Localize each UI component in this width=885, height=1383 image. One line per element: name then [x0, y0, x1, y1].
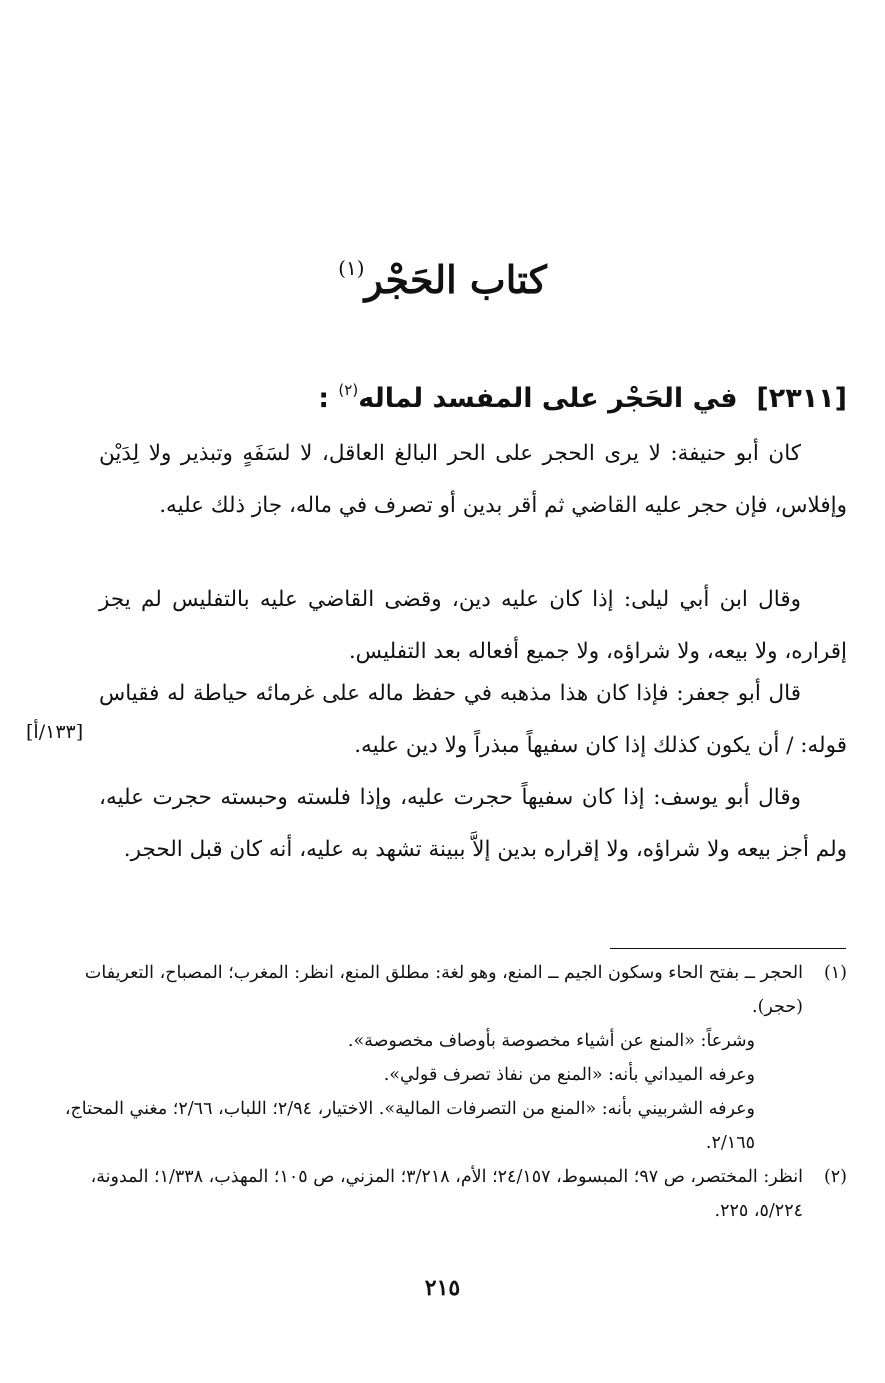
paragraph-4 — [99, 772, 847, 876]
paragraph-2 — [99, 574, 847, 678]
footnote-text: الحجر ــ بفتح الحاء وسكون الجيم ــ المنع، وهو لغة: مطلق المنع، انظر: المغرب؛ المصباح، التعريفات (حجر). — [84, 963, 803, 1017]
footnote-subline: وعرفه الميداني بأنه: «المنع من نفاذ تصرف قولي». — [383, 1065, 755, 1085]
section-heading — [47, 368, 847, 421]
paragraph-text: كان أبو حنيفة: لا يرى الحجر على الحر البالغ العاقل، لا لسَفَهٍ وتبذير ولا لِدَيْن وإفلاس، فإن حجر عليه القاضي ثم أقر بدين أو تصرف في ماله، جاز ذلك عليه. — [99, 441, 847, 518]
footnote-subline: وشرعاً: «المنع عن أشياء مخصوصة بأوصاف مخصوصة». — [347, 1031, 755, 1051]
paragraph-3 — [99, 668, 847, 772]
paragraph-1 — [99, 428, 847, 532]
margin-folio-reference: [١٣٣/أ] — [26, 721, 84, 743]
footnotes — [47, 956, 847, 1228]
footnote-1 — [47, 956, 847, 1160]
footnote-ref-2: (٢) — [338, 381, 359, 399]
section-colon: : — [318, 383, 330, 414]
page-number: ٢١٥ — [424, 1275, 461, 1301]
book-title — [0, 238, 885, 310]
section-number: [٢٣١١] — [756, 383, 847, 414]
section-title: في الحَجْر على المفسد لماله — [358, 383, 738, 414]
footnote-2 — [47, 1160, 847, 1228]
footnote-separator — [610, 948, 846, 949]
footnote-ref-1: (١) — [338, 256, 365, 280]
paragraph-text: قال أبو جعفر: فإذا كان هذا مذهبه في حفظ ماله على غرمائه حياطة له فقياس قوله: / أن يكون كذلك إذا كان سفيهاً مبذراً ولا دين عليه. — [99, 681, 847, 758]
paragraph-text: وقال أبو يوسف: إذا كان سفيهاً حجرت عليه، وإذا فلسته وحبسته حجرت عليه، ولم أجز بيعه ولا شراؤه، ولا إقراره بدين إلاَّ ببينة تشهد به عليه، أنه كان قبل الحجر. — [99, 785, 847, 862]
book-title-text: كتاب الحَجْر — [364, 257, 547, 302]
footnote-text: انظر: المختصر، ص ٩٧؛ المبسوط، ٢٤/١٥٧؛ الأم، ٣/٢١٨؛ المزني، ص ١٠٥؛ المهذب، ١/٣٣٨؛ المدونة، ٥/٢٢٤، ٢٢٥. — [90, 1167, 803, 1221]
footnote-subline: وعرفه الشربيني بأنه: «المنع من التصرفات المالية». الاختيار، ٢/٩٤؛ اللباب، ٢/٦٦؛ مغني المحتاج، ٢/١٦٥. — [64, 1099, 755, 1153]
footnote-number: (١) — [823, 963, 847, 983]
paragraph-text: وقال ابن أبي ليلى: إذا كان عليه دين، وقضى القاضي عليه بالتفليس لم يجز إقراره، ولا بيعه، ولا شراؤه، ولا جميع أفعاله بعد التفليس. — [99, 587, 847, 664]
footnote-number: (٢) — [823, 1167, 847, 1187]
